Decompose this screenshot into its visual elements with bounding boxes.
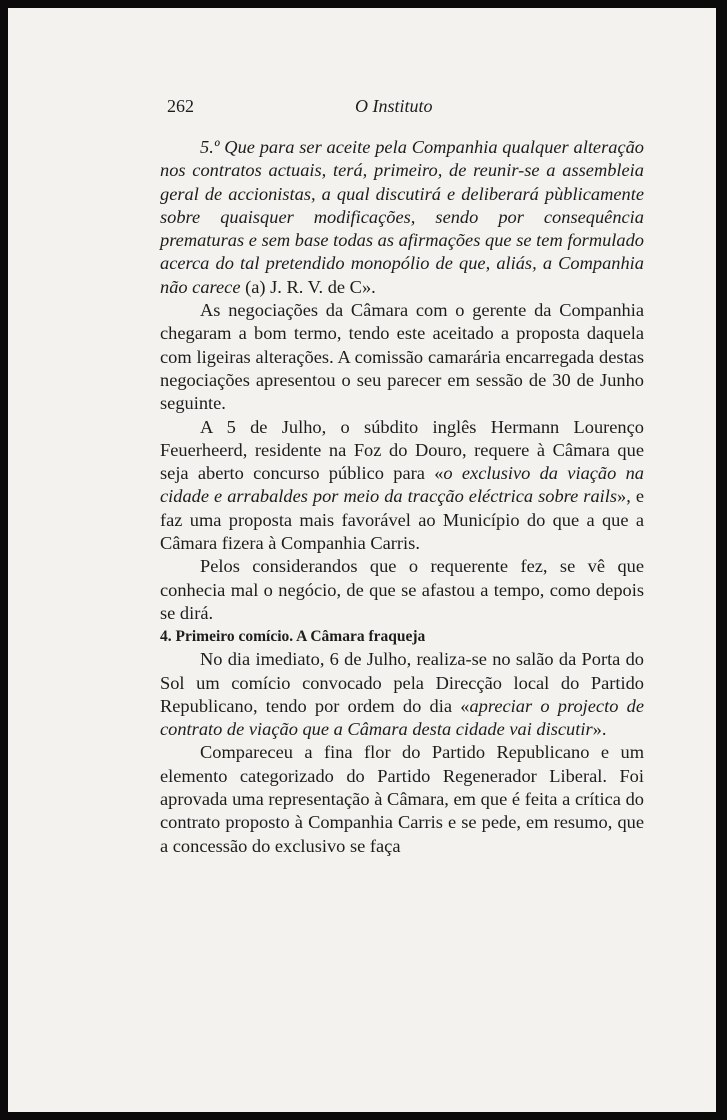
body-text bbox=[160, 136, 644, 858]
quote-text: 5.º Que para ser aceite pela Companhia qualquer alteração nos contratos actuais, terá, primeiro, de reunir-se a assembleia geral de accionistas, a qual discutirá e deliberará pùblicamente sobre quaisquer modificações, sendo por consequência prematuras e sem base todas as afirmações que se tem formulado acerca do tal pretendido monopólio de que, aliás, a Companhia não carece bbox=[160, 137, 644, 297]
paragraph: No dia imediato, 6 de Julho, realiza-se no salão da Porta do Sol um comício convocado pela Direcção local do Partido Republicano, tendo por ordem do dia «apreciar o projecto de contrato de viação que a Câmara desta cidade vai discutir». bbox=[160, 649, 645, 740]
paragraph-quote bbox=[160, 136, 644, 299]
quoted-italic: apreciar o projecto de contrato de viação que a Câmara desta cidade vai discutir bbox=[160, 695, 645, 740]
page-header bbox=[8, 96, 716, 120]
running-title: O Instituto bbox=[355, 96, 433, 116]
section-heading: 4. Primeiro comício. A Câmara fraqueja bbox=[160, 628, 426, 646]
page-number: 262 bbox=[167, 96, 194, 116]
quoted-italic: o exclusivo da viação na cidade e arrabaldes por meio da tracção eléctrica sobre rails bbox=[160, 463, 644, 507]
quote-signature: (a) J. R. V. de C». bbox=[245, 276, 376, 297]
paragraph: A 5 de Julho, o súbdito inglês Hermann Lourenço Feuerheerd, residente na Foz do Douro, requere à Câmara que seja aberto concurso público para «o exclusivo da viação na cidade e arrabaldes por meio da tracção eléctrica sobre rails», e faz uma proposta mais favorável ao Município do que a que a Câmara fizera à Companhia Carris. bbox=[160, 416, 645, 554]
book-page bbox=[8, 8, 716, 1112]
paragraph: Compareceu a fina flor do Partido Republicano e um elemento categorizado do Partido Regenerador Liberal. Foi aprovada uma representação à Câmara, em que é feita a crítica do contrato proposto à Companhia Carris e se pede, em resumo, que a concessão do exclusivo se faça bbox=[160, 742, 644, 856]
paragraph: Pelos considerandos que o requerente fez, se vê que conhecia mal o negócio, de que se afastou a tempo, como depois se dirá. bbox=[160, 556, 644, 623]
paragraph: As negociações da Câmara com o gerente da Companhia chegaram a bom termo, tendo este aceitado a proposta daquela com ligeiras alterações. A comissão camarária encarregada destas negociações apresentou o seu parecer em sessão de 30 de Junho seguinte. bbox=[160, 300, 644, 414]
